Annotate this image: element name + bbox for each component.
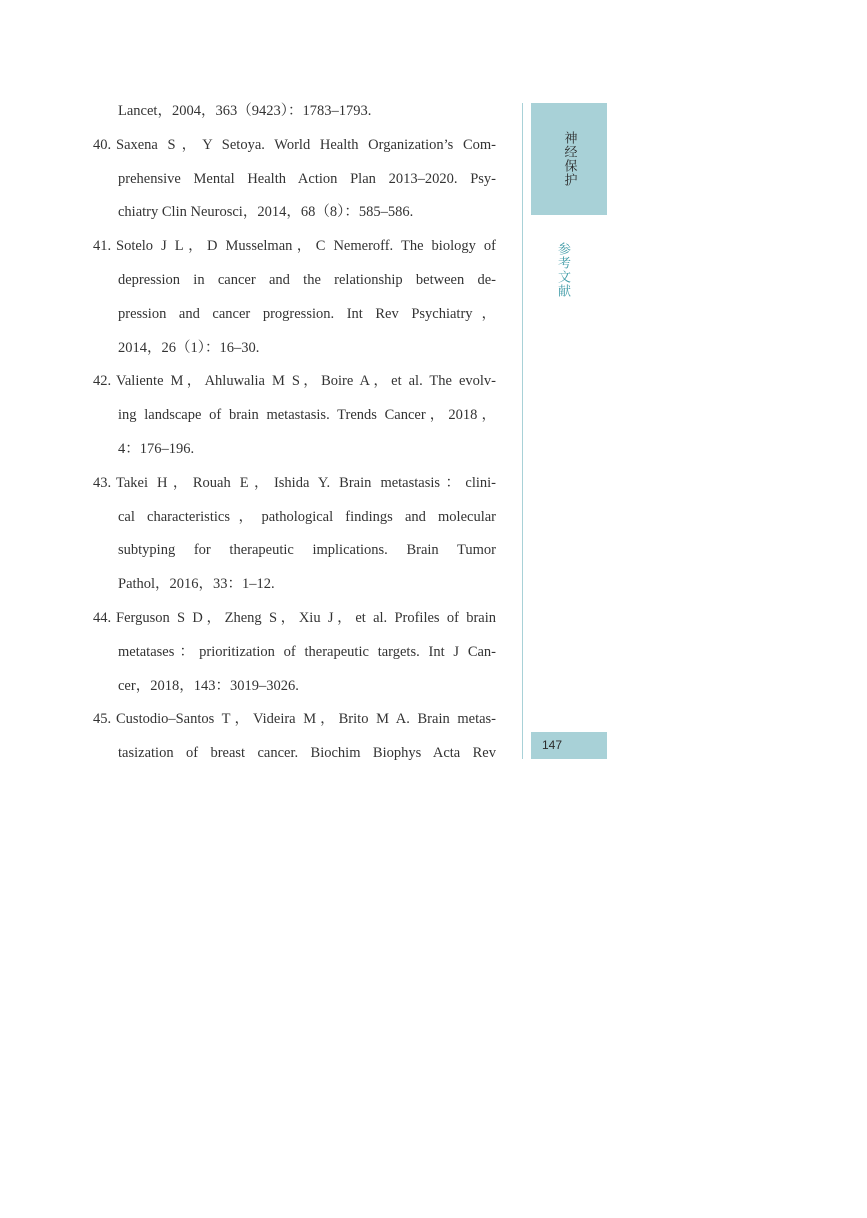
reference-line: Ferguson S D，Zheng S，Xiu J，et al. Profiles of brain (116, 609, 496, 626)
reference-line: Pathol，2016，33：1–12. (118, 576, 275, 593)
reference-line: tasization of breast cancer. Biochim Biophys Acta Rev (118, 745, 496, 762)
reference-line: prehensive Mental Health Action Plan 2013–2020. Psy- (118, 170, 496, 187)
reference-number: 42. (93, 373, 112, 390)
reference-number: 44. (93, 609, 112, 626)
reference-line: metatases：prioritization of therapeutic targets. Int J Can- (118, 643, 496, 660)
reference-item (93, 703, 496, 771)
reference-line: cer，2018，143：3019–3026. (118, 677, 299, 694)
reference-item (93, 129, 496, 230)
category-label: 参考文献 (555, 242, 570, 298)
reference-line: Lancet，2004，363（9423）：1783–1793. (118, 103, 372, 119)
reference-number: 40. (93, 136, 112, 153)
reference-item (93, 467, 496, 602)
margin-divider (522, 103, 523, 759)
reference-number: 43. (93, 474, 112, 491)
reference-line: Saxena S，Y Setoya. World Health Organization’s Com- (116, 136, 496, 153)
reference-list (93, 95, 496, 771)
reference-item (93, 230, 496, 365)
reference-item (93, 365, 496, 466)
reference-line: Valiente M，Ahluwalia M S，Boire A，et al. The evolv- (116, 373, 496, 390)
reference-number: 41. (93, 238, 112, 255)
page-number: 147 (531, 732, 607, 759)
reference-line: chiatry Clin Neurosci，2014，68（8）：585–586. (118, 204, 414, 221)
reference-line: ing landscape of brain metastasis. Trends Cancer，2018， (118, 407, 496, 424)
reference-item (93, 602, 496, 703)
reference-line: Sotelo J L，D Musselman，C Nemeroff. The biology of (116, 238, 496, 255)
reference-line: pression and cancer progression. Int Rev Psychiatry， (118, 305, 496, 322)
reference-line: Custodio–Santos T，Videira M，Brito M A. Brain metas- (116, 711, 496, 728)
reference-item (93, 95, 496, 129)
reference-line: cal characteristics，pathological findings and molecular (118, 508, 496, 525)
section-tab-label: 神经保护 (561, 131, 577, 187)
reference-line: 4：176–196. (118, 440, 195, 457)
section-tab (531, 103, 607, 215)
reference-line: 2014，26（1）：16–30. (118, 339, 260, 356)
reference-number: 45. (93, 711, 112, 728)
reference-line: depression in cancer and the relationship between de- (118, 271, 496, 288)
reference-line: Takei H，Rouah E，Ishida Y. Brain metastasis：clini- (116, 474, 496, 491)
reference-line: subtyping for therapeutic implications. Brain Tumor (118, 542, 496, 559)
